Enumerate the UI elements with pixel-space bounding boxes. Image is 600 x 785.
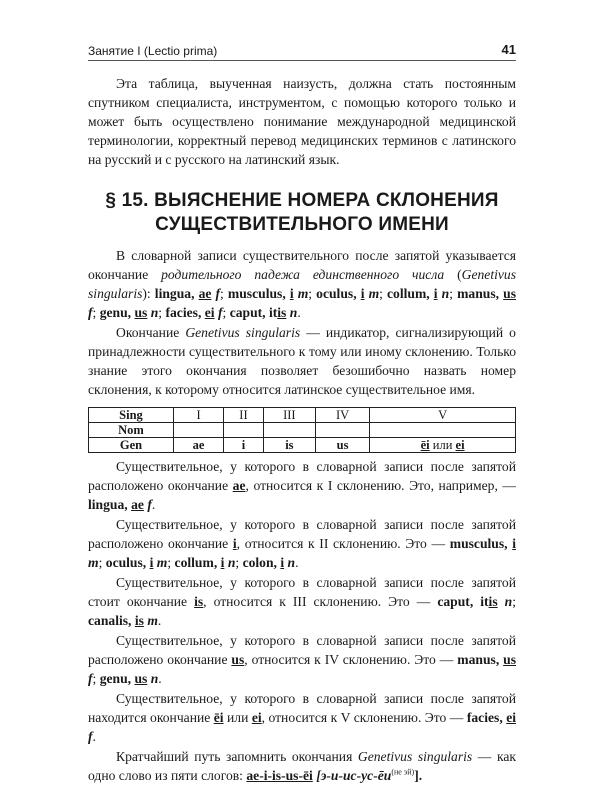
ending: ei [455, 438, 465, 452]
example-word: caput, itis n [437, 594, 513, 609]
table-cell: V [370, 408, 516, 423]
gender: n [227, 555, 236, 570]
ending: i [220, 555, 225, 570]
gender: f [88, 729, 93, 744]
example-word: manus, us f [88, 652, 516, 686]
text: — индикатор, сигнализирующий о принадлежности существительного к тому или иному склонению. Только знание этого окончания позволяет безошибочно назвать номер склонения, к которому относится латинское существительное имя. [88, 325, 516, 397]
word: caput [437, 594, 470, 609]
text: Существительное, у которого в словарной записи после запятой стоит окончание [88, 575, 516, 609]
section-heading-line1: § 15. ВЫЯСНЕНИЕ НОМЕРА СКЛОНЕНИЯ [105, 190, 499, 211]
gender: n [287, 555, 296, 570]
text: , относится к II склонению. Это — [236, 536, 450, 551]
ending: ae [198, 286, 212, 301]
ending: ēi [213, 710, 224, 725]
ending: ēi [420, 438, 430, 452]
text: или [223, 710, 252, 725]
ending: is [134, 613, 144, 628]
word: manus [457, 652, 496, 667]
ending: ei [506, 710, 516, 725]
ending: us [231, 652, 245, 667]
section-heading-line2: СУЩЕСТВИТЕЛЬНОГО ИМЕНИ [155, 214, 449, 235]
example-word: facies, ei f [88, 710, 516, 744]
text: Кратчайший путь запомнить окончания [116, 749, 358, 764]
table-cell: i [224, 438, 264, 453]
word: colon [242, 555, 274, 570]
table-cell: II [224, 408, 264, 423]
example-word: canalis, is m [88, 613, 158, 628]
text: ): [142, 286, 155, 301]
text-italic: Genetivus singularis [88, 267, 516, 301]
table-cell [370, 423, 516, 438]
example-word: oculus, i m [316, 286, 380, 301]
example-word: musculus, i m [227, 286, 309, 301]
stem: it [268, 305, 278, 320]
pronunciation-close: ]. [414, 768, 423, 783]
gender: n [504, 594, 513, 609]
word: collum [174, 555, 214, 570]
gender: m [147, 613, 158, 628]
page-body [88, 70, 516, 785]
example-word: oculus, i m [105, 555, 168, 570]
ending: us [134, 305, 148, 320]
ending: i [512, 536, 516, 551]
example-word: manus, us f [88, 286, 516, 320]
example-word: collum, i n [174, 555, 236, 570]
ending: ae [131, 497, 144, 512]
running-title: Занятие I (Lectio prima) [88, 44, 218, 58]
word: oculus [105, 555, 143, 570]
word: oculus [316, 286, 354, 301]
text: Окончание [116, 325, 186, 340]
gender: n [441, 286, 450, 301]
paragraph-declension-5: Существительное, у которого в словарной записи после запятой находится окончание ēi или ei, относится к V склонению. Это — facies, ei f. [88, 691, 516, 744]
word: genu [99, 671, 128, 686]
table-header-row [89, 408, 516, 423]
text-italic: родительного падежа единственного числа [161, 267, 445, 282]
table-cell: is [263, 438, 315, 453]
mnemonic-word: ae-i-is-us-ēi [246, 768, 313, 783]
section-heading [88, 189, 516, 237]
paragraph-declension-1: Существительное, у которого в словарной записи после запятой расположено окончание ae, относится к I склонению. Это, например, — lingua, ae f. [88, 459, 516, 512]
table-row-nom [89, 423, 516, 438]
word: facies [466, 710, 500, 725]
pronunciation: [э-и-ис-ус-ēи [316, 768, 392, 783]
ending: i [289, 286, 294, 301]
declension-table [88, 407, 516, 453]
ending: i [149, 555, 154, 570]
gender: m [368, 286, 380, 301]
word: facies [165, 305, 198, 320]
word: musculus [449, 536, 505, 551]
table-cell [370, 438, 516, 453]
ending: us [134, 671, 148, 686]
example-word: colon, i n [242, 555, 296, 570]
gender: n [150, 305, 159, 320]
word: collum [387, 286, 427, 301]
gender: f [215, 286, 221, 301]
word: caput [229, 305, 263, 320]
example-word: musculus, i m [88, 536, 516, 570]
example-word: lingua, ae f [88, 497, 152, 512]
table-cell: Sing [89, 408, 174, 423]
gender: m [88, 555, 99, 570]
ending: is [488, 594, 498, 609]
paragraph-declension-4: Существительное, у которого в словарной записи после запятой расположено окончание us, относится к IV склонению. Это — manus, us f; genu, us n. [88, 633, 516, 686]
paragraph-indicator [88, 323, 516, 399]
ending: us [503, 652, 516, 667]
table-cell: us [315, 438, 369, 453]
word: musculus [227, 286, 283, 301]
text: , относится к I склонению. Это, например, — [245, 478, 516, 493]
text: , относится к III склонению. Это — [203, 594, 438, 609]
table-cell: Nom [89, 423, 174, 438]
paragraph-mnemonic [88, 747, 516, 785]
ending: us [503, 286, 516, 301]
table-cell: Gen [89, 438, 174, 453]
example-word: genu, us n [99, 671, 159, 686]
word: lingua [154, 286, 192, 301]
example-word: lingua, ae f [154, 286, 221, 301]
gender: f [217, 305, 223, 320]
header-rule [88, 60, 516, 61]
gender: f [88, 671, 93, 686]
table-cell [174, 423, 224, 438]
text: , относится к IV склонению. Это — [244, 652, 458, 667]
table-cell [263, 423, 315, 438]
table-cell: III [263, 408, 315, 423]
table-cell [224, 423, 264, 438]
ending: i [232, 536, 237, 551]
gender: n [150, 671, 159, 686]
ending: ei [204, 305, 215, 320]
example-word: collum, i n [387, 286, 450, 301]
table-row-gen [89, 438, 516, 453]
word: canalis [88, 613, 129, 628]
table-cell: ae [174, 438, 224, 453]
ending: ei [251, 710, 262, 725]
gender: f [88, 305, 93, 320]
running-head [88, 40, 516, 60]
paragraph-declension-2: Существительное, у которого в словарной записи после запятой расположено окончание i, относится к II склонению. Это — musculus, i m; oculus, i m; collum, i n; colon, i n. [88, 517, 516, 570]
text: Существительное, у которого в словарной записи после запятой находится окончание [88, 691, 516, 725]
ending: i [280, 555, 285, 570]
page-number: 41 [501, 42, 516, 57]
paragraph-dictionary-entry: В словарной записи существительного после запятой указывается окончание родительного падежа единственного числа (Genetivus singularis): lingua, ae f; musculus, i m; oculus, i m; collum, i n; manus, us f; genu, us n; facies, ei f; caput, itis n. [88, 248, 516, 320]
gender: f [147, 497, 152, 512]
ending: ae [232, 478, 246, 493]
word: genu [99, 305, 128, 320]
ending: is [277, 305, 287, 320]
ending: is [194, 594, 204, 609]
table-cell [315, 423, 369, 438]
text-italic: Genetivus singularis [185, 325, 301, 340]
example-word: caput, itis n [229, 305, 298, 320]
example-word: genu, us n [99, 305, 159, 320]
ending: i [360, 286, 365, 301]
text: — как одно слово из пяти слогов: [88, 749, 516, 783]
paragraph-declension-3: Существительное, у которого в словарной записи после запятой стоит окончание is, относится к III склонению. Это — caput, itis n; canalis, is m. [88, 575, 516, 628]
word: manus [457, 286, 496, 301]
text: , относится к V склонению. Это — [261, 710, 467, 725]
table-cell: IV [315, 408, 369, 423]
gender: m [297, 286, 309, 301]
gender: n [289, 305, 298, 320]
text: Существительное, у которого в словарной записи после запятой расположено окончание [88, 517, 516, 551]
intro-paragraph: Эта таблица, выученная наизусть, должна стать постоянным спутником специалиста, инструментом, с помощью которого только и может быть осуществлено понимание международной медицинской терминологии, корректный перевод медицинских терминов с латинского на русский и с русского на латинский язык. [88, 76, 516, 167]
text: Существительное, у которого в словарной записи после запятой расположено окончание [88, 633, 516, 667]
pronunciation-note: (не эй) [391, 767, 415, 777]
text: ( [444, 267, 462, 282]
table-cell: I [174, 408, 224, 423]
text: В словарной записи существительного после запятой указывается окончание [88, 248, 516, 282]
gender: m [156, 555, 168, 570]
example-word: facies, ei f [165, 305, 223, 320]
text: Существительное, у которого в словарной записи после запятой расположено окончание [88, 459, 516, 493]
stem: it [480, 594, 489, 609]
ending: i [433, 286, 438, 301]
word: lingua [88, 497, 125, 512]
text: или [429, 438, 456, 452]
text-italic: Genetivus singularis [357, 749, 473, 764]
